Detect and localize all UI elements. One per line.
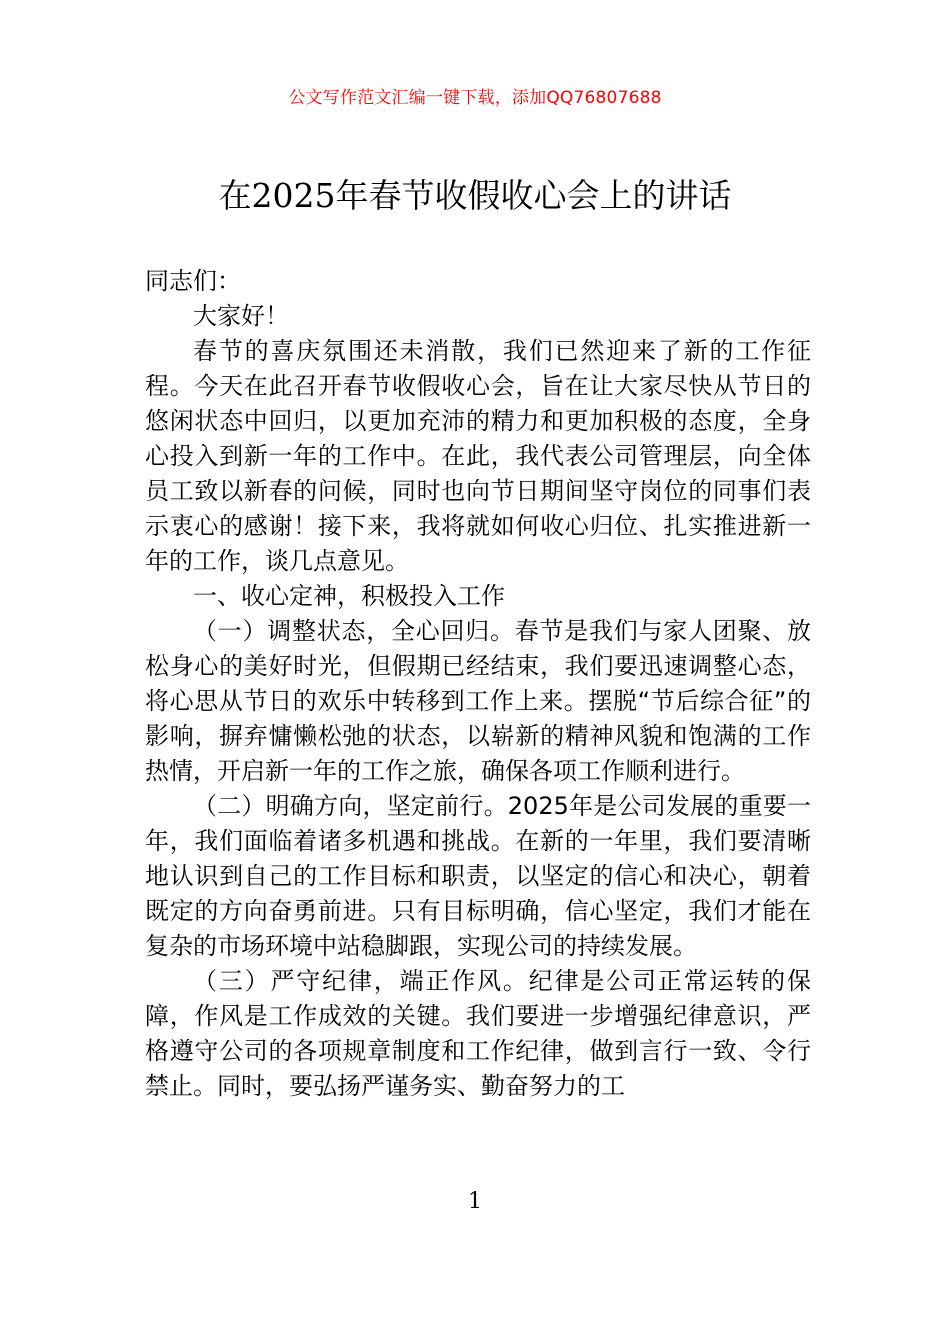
- paragraph-point-3: （三）严守纪律，端正作风。纪律是公司正常运转的保障，作风是工作成效的关键。我们要进一步增强纪律意识，严格遵守公司的各项规章制度和工作纪律，做到言行一致、令行禁止。同时，要弘扬严谨务实、勤奋努力的工: [145, 967, 811, 1100]
- paragraph-point-2: （二）明确方向，坚定前行。2025年是公司发展的重要一年，我们面临着诸多机遇和挑战。在新的一年里，我们要清晰地认识到自己的工作目标和职责，以坚定的信心和决心，朝着既定的方向奋勇前进。只有目标明确，信心坚定，我们才能在复杂的市场环境中站稳脚跟，实现公司的持续发展。: [145, 792, 811, 960]
- salutation: 同志们：: [145, 267, 241, 295]
- paragraph-intro: 春节的喜庆氛围还未消散，我们已然迎来了新的工作征程。今天在此召开春节收假收心会，旨在让大家尽快从节日的悠闲状态中回归，以更加充沛的精力和更加积极的态度，全身心投入到新一年的工作中。在此，我代表公司管理层，向全体员工致以新春的问候，同时也向节日期间坚守岗位的同事们表示衷心的感谢！接下来，我将就如何收心归位、扎实推进新一年的工作，谈几点意见。: [145, 337, 811, 575]
- page-title: 在2025年春节收假收心会上的讲话: [218, 176, 732, 215]
- promo-banner: 公文写作范文汇编一键下载，添加QQ76807688: [288, 88, 662, 108]
- document-body: [145, 264, 811, 1104]
- section-heading: 一、收心定神，积极投入工作: [193, 582, 505, 610]
- paragraph-point-1: （一）调整状态，全心回归。春节是我们与家人团聚、放松身心的美好时光，但假期已经结束，我们要迅速调整心态，将心思从节日的欢乐中转移到工作上来。摆脱“节后综合征”的影响，摒弃慵懒松弛的状态，以崭新的精神风貌和饱满的工作热情，开启新一年的工作之旅，确保各项工作顺利进行。: [145, 617, 811, 785]
- paragraph-greeting: 大家好！: [193, 302, 289, 330]
- page-number: 1: [468, 1189, 482, 1214]
